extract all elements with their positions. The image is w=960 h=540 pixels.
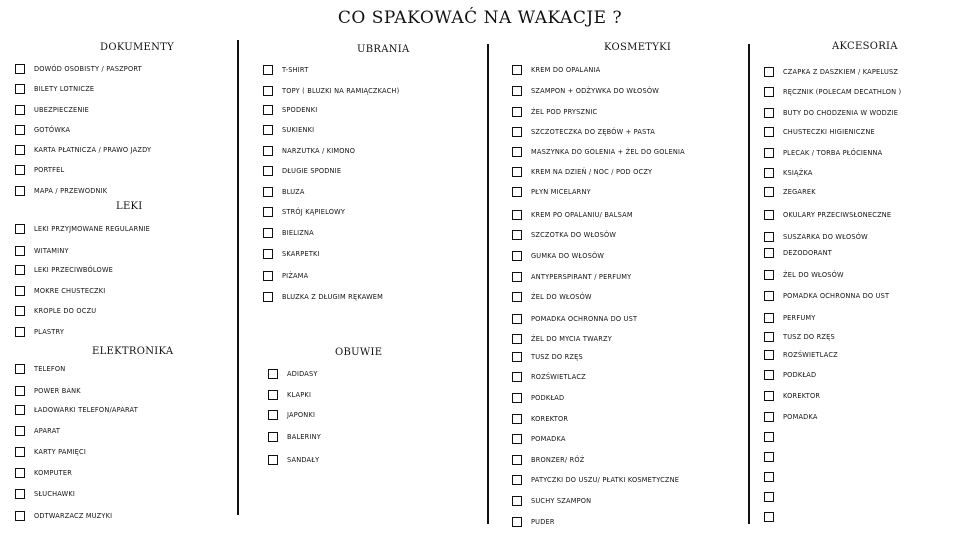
checklist-item-kosmetyki xyxy=(512,86,659,96)
checklist-item-label: PODKŁAD xyxy=(783,371,817,379)
checkbox[interactable] xyxy=(512,210,522,220)
checklist-item-label: ROZŚWIETLACZ xyxy=(531,373,586,381)
checklist-item-label: BILETY LOTNICZE xyxy=(34,85,95,93)
checkbox[interactable] xyxy=(764,492,774,502)
checklist-item-label: SUSZARKA DO WŁOSÓW xyxy=(783,233,868,241)
checklist-item-kosmetyki xyxy=(512,414,568,424)
checkbox[interactable] xyxy=(764,108,774,118)
checklist-item-akcesoria xyxy=(764,332,835,342)
checkbox[interactable] xyxy=(15,186,25,196)
checkbox[interactable] xyxy=(15,165,25,175)
checkbox[interactable] xyxy=(764,452,774,462)
checklist-item-label: OKULARY PRZECIWSŁONECZNE xyxy=(783,211,892,219)
checklist-item-akcesoria xyxy=(764,350,838,360)
checklist-item-label: PATYCZKI DO USZU/ PŁATKI KOSMETYCZNE xyxy=(531,476,680,484)
checklist-item-akcesoria xyxy=(764,210,891,220)
checklist-item-kosmetyki xyxy=(512,167,652,177)
checklist-item-dokumenty xyxy=(15,186,107,196)
checkbox[interactable] xyxy=(764,67,774,77)
checkbox[interactable] xyxy=(263,105,273,115)
checklist-item-kosmetyki xyxy=(512,127,655,137)
checklist-item-label: POMADKA OCHRONNA DO UST xyxy=(531,315,638,323)
checkbox[interactable] xyxy=(15,84,25,94)
checkbox[interactable] xyxy=(268,369,278,379)
section-heading-dokumenty: DOKUMENTY xyxy=(100,42,175,53)
checklist-item-akcesoria xyxy=(764,87,901,97)
checklist-item-kosmetyki xyxy=(512,496,591,506)
checkbox[interactable] xyxy=(268,410,278,420)
checklist-item-label: BIELIZNA xyxy=(282,229,314,237)
checklist-item-akcesoria xyxy=(764,452,783,462)
checklist-item-ubrania xyxy=(263,105,317,115)
checklist-item-dokumenty xyxy=(15,64,142,74)
checklist-item-dokumenty xyxy=(15,125,70,135)
checkbox[interactable] xyxy=(764,472,774,482)
checklist-item-ubrania xyxy=(263,228,314,238)
checkbox[interactable] xyxy=(512,292,522,302)
checkbox[interactable] xyxy=(764,127,774,137)
checklist-item-label: T-SHIRT xyxy=(282,66,309,74)
checklist-item-leki xyxy=(15,327,64,337)
checklist-item-label: KREM NA DZIEŃ / NOC / POD OCZY xyxy=(531,168,653,176)
checklist-item-leki xyxy=(15,265,113,275)
checkbox[interactable] xyxy=(263,292,273,302)
checklist-item-label: TUSZ DO RZĘS xyxy=(783,333,835,341)
checklist-item-akcesoria xyxy=(764,391,820,401)
checklist-item-akcesoria xyxy=(764,108,898,118)
checklist-item-label: PLECAK / TORBA PŁÓCIENNA xyxy=(783,149,883,157)
checklist-item-kosmetyki xyxy=(512,65,600,75)
checklist-item-akcesoria xyxy=(764,412,818,422)
checklist-item-ubrania xyxy=(263,86,399,96)
checkbox[interactable] xyxy=(15,105,25,115)
checklist-item-label: ANTYPERSPIRANT / PERFUMY xyxy=(531,273,632,281)
checklist-item-label: KREM PO OPALANIU/ BALSAM xyxy=(531,211,633,219)
checklist-item-akcesoria xyxy=(764,512,783,522)
checklist-item-elektronika xyxy=(15,447,86,457)
checklist-item-label: ŻEL DO MYCIA TWARZY xyxy=(531,335,612,343)
checklist-item-label: BUTY DO CHODZENIA W WODZIE xyxy=(783,109,899,117)
checklist-item-label: ODTWARZACZ MUZYKI xyxy=(34,512,113,520)
checkbox[interactable] xyxy=(15,511,25,521)
checklist-item-leki xyxy=(15,246,69,256)
checklist-item-label: ADIDASY xyxy=(287,370,318,378)
section-heading-obuwie: OBUWIE xyxy=(335,347,383,358)
checklist-item-kosmetyki xyxy=(512,372,586,382)
checklist-item-kosmetyki xyxy=(512,251,604,261)
checkbox[interactable] xyxy=(15,386,25,396)
checklist-item-label: PIŻAMA xyxy=(282,272,309,280)
checklist-item-label: KARTY PAMIĘCI xyxy=(34,448,86,456)
checklist-item-dokumenty xyxy=(15,165,64,175)
checklist-item-label: PERFUMY xyxy=(783,314,816,322)
checklist-item-kosmetyki xyxy=(512,230,616,240)
checklist-item-label: SPODENKI xyxy=(282,106,318,114)
checkbox[interactable] xyxy=(15,364,25,374)
section-heading-ubrania: UBRANIA xyxy=(357,44,410,55)
checklist-item-kosmetyki xyxy=(512,434,566,444)
checklist-item-elektronika xyxy=(15,386,81,396)
checklist-item-kosmetyki xyxy=(512,314,637,324)
checkbox[interactable] xyxy=(263,187,273,197)
checkbox[interactable] xyxy=(263,65,273,75)
checklist-item-akcesoria xyxy=(764,313,815,323)
checklist-item-elektronika xyxy=(15,405,138,415)
checklist-item-label: MOKRE CHUSTECZKI xyxy=(34,287,106,295)
checkbox[interactable] xyxy=(15,405,25,415)
checklist-item-label: JAPONKI xyxy=(287,411,316,419)
checklist-item-label: NARZUTKA / KIMONO xyxy=(282,147,356,155)
checklist-item-kosmetyki xyxy=(512,393,564,403)
checkbox[interactable] xyxy=(263,86,273,96)
checklist-item-label: LEKI PRZYJMOWANE REGULARNIE xyxy=(34,225,151,233)
checklist-item-obuwie xyxy=(268,432,321,442)
checkbox[interactable] xyxy=(15,489,25,499)
checklist-item-akcesoria xyxy=(764,168,813,178)
checklist-item-dokumenty xyxy=(15,84,94,94)
checklist-item-label: POWER BANK xyxy=(34,387,81,395)
checklist-item-leki xyxy=(15,286,105,296)
checklist-item-label: KLAPKI xyxy=(287,391,312,399)
checkbox[interactable] xyxy=(512,107,522,117)
checklist-item-label: SŁUCHAWKI xyxy=(34,490,76,498)
checkbox[interactable] xyxy=(15,64,25,74)
checkbox[interactable] xyxy=(512,86,522,96)
checklist-item-label: SZCZOTECZKA DO ZĘBÓW + PASTA xyxy=(531,128,655,136)
checkbox[interactable] xyxy=(764,412,774,422)
checkbox[interactable] xyxy=(263,146,273,156)
checklist-item-ubrania xyxy=(263,271,308,281)
checkbox[interactable] xyxy=(764,87,774,97)
checklist-item-elektronika xyxy=(15,489,75,499)
checkbox[interactable] xyxy=(764,313,774,323)
checklist-item-label: BRONZER/ RÓŻ xyxy=(531,456,585,464)
checklist-item-ubrania xyxy=(263,187,305,197)
column-divider-1 xyxy=(237,40,239,515)
checkbox[interactable] xyxy=(764,512,774,522)
checklist-item-akcesoria xyxy=(764,248,832,258)
checklist-item-akcesoria xyxy=(764,492,783,502)
checklist-item-kosmetyki xyxy=(512,272,631,282)
checkbox[interactable] xyxy=(263,271,273,281)
checklist-item-label: CZAPKA Z DASZKIEM / KAPELUSZ xyxy=(783,68,899,76)
checklist-item-obuwie xyxy=(268,410,315,420)
checklist-item-label: POMADKA xyxy=(531,435,566,443)
checklist-item-akcesoria xyxy=(764,432,783,442)
section-heading-akcesoria: AKCESORIA xyxy=(832,41,898,52)
checklist-item-dokumenty xyxy=(15,105,89,115)
checkbox[interactable] xyxy=(15,306,25,316)
checkbox[interactable] xyxy=(512,167,522,177)
checklist-item-elektronika xyxy=(15,426,60,436)
checkbox[interactable] xyxy=(15,265,25,275)
checklist-item-ubrania xyxy=(263,207,345,217)
checklist-item-ubrania xyxy=(263,65,308,75)
checklist-item-kosmetyki xyxy=(512,107,597,117)
checkbox[interactable] xyxy=(764,148,774,158)
checkbox[interactable] xyxy=(512,475,522,485)
checkbox[interactable] xyxy=(512,272,522,282)
checklist-item-akcesoria xyxy=(764,127,875,137)
checkbox[interactable] xyxy=(764,291,774,301)
checklist-item-label: WITAMINY xyxy=(34,247,69,255)
checklist-item-label: PORTFEL xyxy=(34,166,65,174)
checkbox[interactable] xyxy=(512,65,522,75)
checkbox[interactable] xyxy=(268,390,278,400)
checklist-item-ubrania xyxy=(263,166,341,176)
section-heading-leki: LEKI xyxy=(116,201,143,212)
checklist-item-leki xyxy=(15,306,96,316)
checklist-item-label: ROZŚWIETLACZ xyxy=(783,351,838,359)
checkbox[interactable] xyxy=(764,248,774,258)
checkbox[interactable] xyxy=(764,370,774,380)
checklist-item-label: PUDER xyxy=(531,518,555,526)
checkbox[interactable] xyxy=(764,350,774,360)
checkbox[interactable] xyxy=(15,468,25,478)
checklist-item-label: ŻEL DO WŁOSÓW xyxy=(783,271,844,279)
checklist-item-label: SZCZOTKA DO WŁOSÓW xyxy=(531,231,617,239)
section-heading-kosmetyki: KOSMETYKI xyxy=(604,42,672,53)
checklist-item-label: KOREKTOR xyxy=(531,415,569,423)
checklist-item-label: TUSZ DO RZĘS xyxy=(531,353,583,361)
checklist-item-label: MAPA / PRZEWODNIK xyxy=(34,187,108,195)
checklist-item-label: GOTÓWKA xyxy=(34,126,71,134)
checkbox[interactable] xyxy=(263,125,273,135)
checklist-item-akcesoria xyxy=(764,370,816,380)
checklist-item-label: MASZYNKA DO GOLENIA + ŻEL DO GOLENIA xyxy=(531,148,685,156)
checkbox[interactable] xyxy=(512,230,522,240)
checklist-item-label: KREM DO OPALANIA xyxy=(531,66,601,74)
checklist-item-ubrania xyxy=(263,125,314,135)
checklist-item-label: TELEFON xyxy=(34,365,66,373)
checklist-item-label: ŻEL POD PRYSZNIC xyxy=(531,108,598,116)
checklist-item-akcesoria xyxy=(764,67,898,77)
checklist-item-akcesoria xyxy=(764,472,783,482)
checklist-item-label: DEZODORANT xyxy=(783,249,833,257)
checklist-item-dokumenty xyxy=(15,145,151,155)
checklist-item-kosmetyki xyxy=(512,147,685,157)
checkbox[interactable] xyxy=(512,517,522,527)
checklist-item-ubrania xyxy=(263,292,383,302)
checklist-item-elektronika xyxy=(15,511,112,521)
checklist-item-label: PLASTRY xyxy=(34,328,65,336)
checkbox[interactable] xyxy=(764,210,774,220)
checkbox[interactable] xyxy=(268,432,278,442)
checklist-item-label: TOPY ( BLUZKI NA RAMIĄCZKACH) xyxy=(282,87,400,95)
checklist-item-label: KOREKTOR xyxy=(783,392,821,400)
checklist-item-label: STRÓJ KĄPIELOWY xyxy=(282,208,346,216)
checkbox[interactable] xyxy=(15,246,25,256)
checklist-item-label: KOMPUTER xyxy=(34,469,73,477)
checklist-item-label: LEKI PRZECIWBÓLOWE xyxy=(34,266,114,274)
checklist-item-label: PODKŁAD xyxy=(531,394,565,402)
checklist-item-obuwie xyxy=(268,369,318,379)
page-title: CO SPAKOWAĆ NA WAKACJE ? xyxy=(337,8,623,28)
checkbox[interactable] xyxy=(512,414,522,424)
checklist-item-label: POMADKA xyxy=(783,413,818,421)
checkbox[interactable] xyxy=(512,455,522,465)
checklist-item-kosmetyki xyxy=(512,455,585,465)
checkbox[interactable] xyxy=(512,393,522,403)
checkbox[interactable] xyxy=(512,434,522,444)
checklist-item-akcesoria xyxy=(764,270,844,280)
checkbox[interactable] xyxy=(512,127,522,137)
checkbox[interactable] xyxy=(764,332,774,342)
checklist-item-label: BLUZKA Z DŁUGIM RĘKAWEM xyxy=(282,293,384,301)
checkbox[interactable] xyxy=(263,207,273,217)
checkbox[interactable] xyxy=(15,447,25,457)
checkbox[interactable] xyxy=(764,391,774,401)
checklist-item-label: RĘCZNIK (POLECAM DECATHLON ) xyxy=(783,88,902,96)
checklist-item-akcesoria xyxy=(764,291,889,301)
checkbox[interactable] xyxy=(263,166,273,176)
checklist-item-label: UBEZPIECZENIE xyxy=(34,106,90,114)
checklist-item-kosmetyki xyxy=(512,210,633,220)
checklist-item-label: KARTA PŁATNICZA / PRAWO JAZDY xyxy=(34,146,152,154)
checkbox[interactable] xyxy=(512,251,522,261)
checklist-item-label: SUCHY SZAMPON xyxy=(531,497,592,505)
checkbox[interactable] xyxy=(512,352,522,362)
checklist-item-label: BLUZA xyxy=(282,188,305,196)
checklist-item-akcesoria xyxy=(764,232,868,242)
checklist-item-label: PŁYN MICELARNY xyxy=(531,188,591,196)
checklist-item-label: KSIĄŻKA xyxy=(783,169,813,177)
checklist-item-label: ZEGAREK xyxy=(783,188,816,196)
checklist-item-label: SZAMPON + ODŻYWKA DO WŁOSÓW xyxy=(531,87,659,95)
checkbox[interactable] xyxy=(263,228,273,238)
checklist-item-kosmetyki xyxy=(512,292,592,302)
checkbox[interactable] xyxy=(764,232,774,242)
checkbox[interactable] xyxy=(268,455,278,465)
checklist-item-label: DŁUGIE SPODNIE xyxy=(282,167,342,175)
checkbox[interactable] xyxy=(764,187,774,197)
checkbox[interactable] xyxy=(764,168,774,178)
checklist-item-elektronika xyxy=(15,468,72,478)
checklist-item-kosmetyki xyxy=(512,517,555,527)
checkbox[interactable] xyxy=(764,432,774,442)
checkbox[interactable] xyxy=(15,224,25,234)
checkbox[interactable] xyxy=(15,327,25,337)
checklist-item-label: APARAT xyxy=(34,427,61,435)
checkbox[interactable] xyxy=(512,187,522,197)
checklist-item-obuwie xyxy=(268,455,319,465)
checkbox[interactable] xyxy=(15,125,25,135)
checklist-item-label: CHUSTECZKI HIGIENICZNE xyxy=(783,128,875,136)
checklist-item-label: ŁADOWARKI TELEFON/APARAT xyxy=(34,406,138,414)
checklist-item-kosmetyki xyxy=(512,187,591,197)
checklist-item-ubrania xyxy=(263,146,355,156)
checklist-item-label: BALERINY xyxy=(287,433,321,441)
checkbox[interactable] xyxy=(512,334,522,344)
checklist-item-label: SUKIENKI xyxy=(282,126,315,134)
checklist-item-label: SKARPETKI xyxy=(282,250,320,258)
checklist-item-label: ŻEL DO WŁOSÓW xyxy=(531,293,592,301)
checklist-item-label: GUMKA DO WŁOSÓW xyxy=(531,252,605,260)
checkbox[interactable] xyxy=(512,314,522,324)
checklist-item-akcesoria xyxy=(764,187,816,197)
checklist-item-label: KROPLE DO OCZU xyxy=(34,307,97,315)
checkbox[interactable] xyxy=(15,426,25,436)
checklist-item-kosmetyki xyxy=(512,475,679,485)
column-divider-2 xyxy=(487,44,489,524)
checkbox[interactable] xyxy=(764,270,774,280)
section-heading-elektronika: ELEKTRONIKA xyxy=(92,346,174,357)
checkbox[interactable] xyxy=(15,145,25,155)
checkbox[interactable] xyxy=(512,372,522,382)
checkbox[interactable] xyxy=(512,496,522,506)
checkbox[interactable] xyxy=(512,147,522,157)
checklist-item-elektronika xyxy=(15,364,65,374)
checklist-item-label: SANDAŁY xyxy=(287,456,320,464)
checklist-item-leki xyxy=(15,224,150,234)
checklist-item-akcesoria xyxy=(764,148,882,158)
checkbox[interactable] xyxy=(263,249,273,259)
checklist-item-ubrania xyxy=(263,249,320,259)
checklist-item-obuwie xyxy=(268,390,311,400)
checklist-item-label: POMADKA OCHRONNA DO UST xyxy=(783,292,890,300)
column-divider-3 xyxy=(748,44,750,524)
checklist-item-kosmetyki xyxy=(512,352,583,362)
checkbox[interactable] xyxy=(15,286,25,296)
checklist-item-kosmetyki xyxy=(512,334,612,344)
checklist-item-label: DOWÓD OSOBISTY / PASZPORT xyxy=(34,65,142,73)
